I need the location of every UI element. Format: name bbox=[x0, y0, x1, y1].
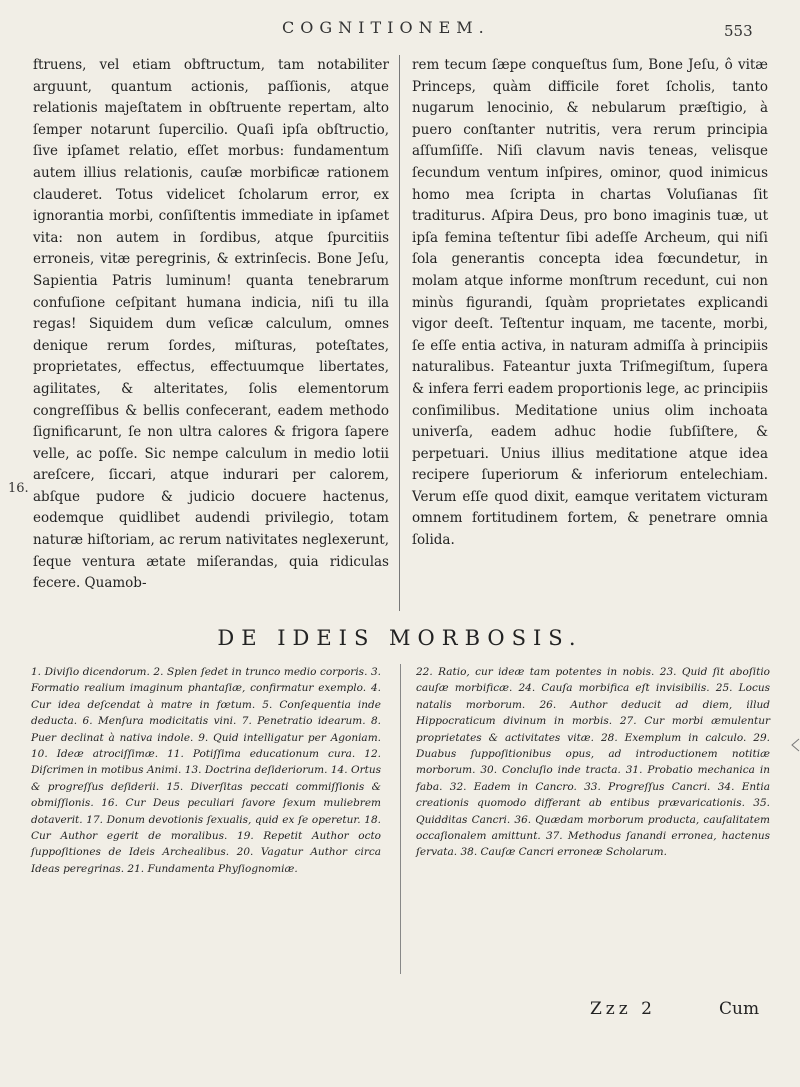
right-text-column: rem tecum ſæpe conqueſtus ſum, Bone Jeſu, ô vitæ Princeps, quàm difficile foret ſcholis, tanto nugarum lenocinio, & nebularum præſtigio, à puero conſtanter nutritis, vera rerum principia aſſumſiſſe. Niſi clavum navis teneas, velisque ſecundum ventum inſpires, ominor, quod inimicus homo mea ſcripta in chartas Voluſianas ſit traditurus. Aſpira Deus, pro bono imaginis tuæ, ut ipſa femina teſtentur ſibi adeſſe Archeum, qui niſi ſola generantis concepta idea fœcundetur, in molam atque informe monſtrum recedunt, cui non minùs figurandi, ſquàm proprietates explicandi vigor deeſt. Teſtentur inquam, me tacente, morbi, ſe eſſe entia activa, in naturam admiſſa à principiis naturalibus. Fateantur juxta Triſmegiſtum, ſupera & infera ferri eadem proportionis lege, ac principiis conſimilibus. Meditatione unius olim inchoata univerſa, eadem adhuc hodie ſubſiſtere, & perpetuari. Unius illius meditatione atque idea recipere ſuperiorum & inferiorum entelechiam. Verum eſſe quod dixit, eamque veritatem victuram omnem fortitudinem fortem, & penetrare omnia ſolida. bbox=[412, 57, 768, 549]
column-divider bbox=[399, 55, 400, 611]
index-column-divider bbox=[400, 664, 401, 974]
signature-mark: Zzz 2 bbox=[590, 999, 656, 1019]
running-title: COGNITIONEM. bbox=[282, 18, 490, 37]
pencil-mark-icon bbox=[790, 738, 800, 752]
section-heading: DE IDEIS MORBOSIS. bbox=[217, 626, 583, 650]
left-text-column: ftruens, vel etiam obftructum, tam notabiliter arguunt, quantum actionis, paſſionis, atque relationis majeſtatem in obſtruente repertam, alto ſemper notarunt ſupercilio. Quaſi ipſa obſtructio, ſive ipſamet relatio, eſſet morbus: fundamentum autem illius relationis, cauſæ morbificæ rationem clauderet. Totus videlicet ſcholarum error, ex ignorantia morbi, conſiſtentis immediate in ipſamet vita: non autem in ſordibus, atque ſpurcitiis erroneis, vitæ peregrinis, & extrinſecis. Bone Jeſu, Sapientia Patris luminum! quanta tenebrarum confuſione ceſpitant humana indicia, niſi tu illa regas! Siquidem dum veſicæ calculum, omnes denique rerum ſordes, miſturas, poteſtates, proprietates, effectus, effectuumque libertates, agilitates, & alteritates, ſolis elementorum congreſſibus & bellis confecerant, eadem methodo ſignificarunt, ſe non ultra calores & frigora ſapere velle, ac poſſe. Sic nempe calculum in medio lotii areſcere, ſiccari, atque indurari per calorem, abſque pudore & judicio docuere hactenus, eodemque quidlibet audendi privilegio, totam naturæ hiſtoriam, ac rerum nativitates neglexerunt, ſeque ventura ætate miſerandas, quia ridiculas fecere. Quamob- bbox=[33, 57, 389, 592]
page-number: 553 bbox=[724, 22, 753, 40]
catchword: Cum bbox=[719, 999, 760, 1019]
chapter-summary-right: 22. Ratio, cur ideæ tam potentes in nobis. 23. Quid ſit aboſitio cauſæ morbificæ. 24. Cauſa morbifica eſt invisibilis. 25. Locus natalis morborum. 26. Author deducit ad diem, illud Hippocraticum divinum in morbis. 27. Cur morbi æmulentur proprietates & activitates vitæ. 28. Exemplum in calculo. 29. Duabus ſuppoſitionibus opus, ad introductionem notitiæ morborum. 30. Concluſio inde tracta. 31. Probatio mechanica in faba. 32. Eadem in Cancro. 33. Progreſſus Cancri. 34. Entia creationis quomodo differant ab entibus prævaricationis. 35. Quidditas Cancri. 36. Quædam morborum producta, cauſalitatem occaſionalem amittunt. 37. Methodus ſanandi erronea, hactenus ſervata. 38. Cauſæ Cancri erroneæ Scholarum. bbox=[416, 666, 770, 859]
chapter-summary-left: 1. Diviſio dicendorum. 2. Splen ſedet in trunco medio corporis. 3. Formatio realium imaginum phantaſiæ, confirmatur exemplo. 4. Cur idea deſcendat à matre in fœtum. 5. Conſequentia inde deducta. 6. Menſura modicitatis vini. 7. Penetratio idearum. 8. Puer declinat à nativa indole. 9. Quid intelligatur per Agoniam. 10. Ideæ atrociſſimæ. 11. Potiſſima educationum cura. 12. Diſcrimen in motibus Animi. 13. Doctrina deſideriorum. 14. Ortus & progreſſus deſiderii. 15. Diverſitas peccati commiſſionis & obmiſſionis. 16. Cur Deus peculiari ſavore ſexum muliebrem dotaverit. 17. Donum devotionis ſexualis, quid ex ſe operetur. 18. Cur Author egerit de moralibus. 19. Repetit Author octo ſuppoſitiones de Ideis Archealibus. 20. Vagatur Author circa Ideas peregrinas. 21. Fundamenta Phyſiognomiæ. bbox=[31, 666, 381, 875]
margin-note-number: 16. bbox=[8, 481, 29, 496]
